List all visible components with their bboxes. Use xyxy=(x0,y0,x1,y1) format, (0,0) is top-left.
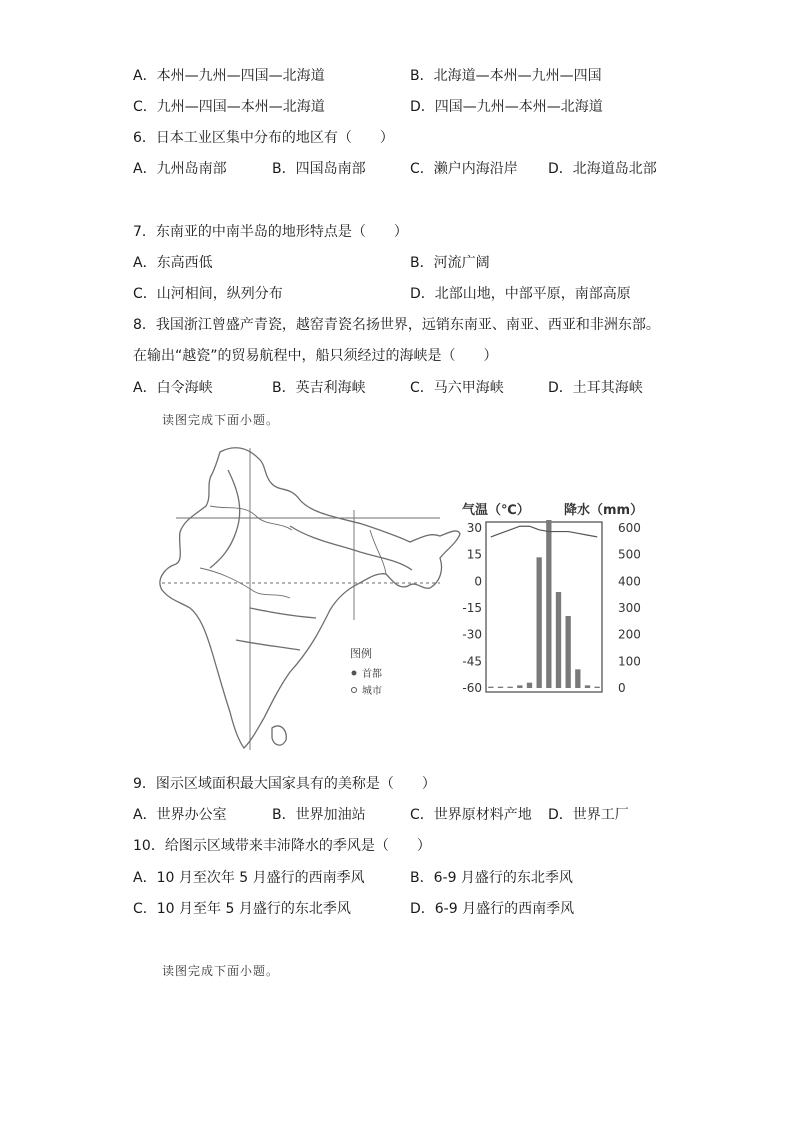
q10-option-b: B．6-9 月盛行的东北季风 xyxy=(410,870,573,886)
precip-tick-label: 300 xyxy=(618,601,641,615)
temp-tick-label: -15 xyxy=(462,601,482,615)
precip-bar xyxy=(498,687,503,688)
map-border-3 xyxy=(370,530,386,574)
precip-bar xyxy=(508,687,513,688)
figure-map-and-climate xyxy=(140,440,680,760)
precip-tick-label: 100 xyxy=(618,654,641,669)
precip-tick-label: 600 xyxy=(618,521,641,535)
climate-chart xyxy=(462,502,643,695)
precip-bar xyxy=(527,683,532,688)
q7-option-c: C．山河相间，纵列分布 xyxy=(133,286,283,302)
q5-option-b: B．北海道—本州—九州—四国 xyxy=(410,68,602,84)
south-asia-map xyxy=(160,448,460,750)
q10-option-d: D．6-9 月盛行的西南季风 xyxy=(410,901,575,917)
precip-tick-label: 400 xyxy=(618,574,641,589)
precip-bar xyxy=(585,685,590,688)
legend-city-label: 城市 xyxy=(362,686,382,697)
q6-option-c: C．濑户内海沿岸 xyxy=(410,161,518,177)
q6-option-d: D．北海道岛北部 xyxy=(548,161,657,177)
precip-tick-label: 0 xyxy=(618,681,626,695)
precip-bar xyxy=(546,520,551,688)
climate-temperature-line xyxy=(491,526,597,537)
map-sri-lanka xyxy=(272,726,286,745)
q7-option-d: D．北部山地，中部平原，南部高原 xyxy=(410,286,631,302)
q8-option-d: D．土耳其海峡 xyxy=(548,380,643,396)
temp-tick-label: -60 xyxy=(462,681,482,695)
legend-city-symbol xyxy=(352,688,357,693)
map-outline xyxy=(160,448,460,748)
legend-capital-label: 首都 xyxy=(362,669,382,680)
q8-stem-line2: 在输出“越瓷”的贸易航程中，船只须经过的海峡是（ ） xyxy=(133,348,498,364)
temp-tick-label: 30 xyxy=(466,521,482,535)
q7-option-a: A．东高西低 xyxy=(133,255,213,271)
q9-option-a: A．世界办公室 xyxy=(133,807,227,823)
q5-option-c: C．九州—四国—本州—北海道 xyxy=(133,99,325,115)
q7-option-b: B．河流广阔 xyxy=(410,255,490,271)
q8-option-a: A．白令海峡 xyxy=(133,380,213,396)
instruction-read-figure: 读图完成下面小题。 xyxy=(162,413,280,427)
map-river-krishna xyxy=(236,640,300,650)
q7-stem: 7．东南亚的中南半岛的地形特点是（ ） xyxy=(133,224,408,240)
legend-capital-symbol xyxy=(352,671,357,676)
map-river-indus xyxy=(210,470,240,568)
temp-tick-label: 15 xyxy=(466,547,482,562)
q5-option-a: A．本州—九州—四国—北海道 xyxy=(133,68,325,84)
climate-plot-frame xyxy=(486,522,602,692)
climate-precip-bars xyxy=(488,520,600,688)
climate-temp-axis-title: 气温（℃） xyxy=(462,503,530,518)
climate-precip-ticks xyxy=(618,521,641,695)
precip-bar xyxy=(488,687,493,688)
precip-bar xyxy=(517,685,522,688)
q9-stem: 9．图示区域面积最大国家具有的美称是（ ） xyxy=(133,776,436,792)
precip-bar xyxy=(537,557,542,688)
q10-option-c: C．10 月至年 5 月盛行的东北季风 xyxy=(133,901,351,917)
climate-precip-axis-title: 降水（mm） xyxy=(564,503,644,518)
climate-temp-ticks xyxy=(462,521,482,695)
q9-option-d: D．世界工厂 xyxy=(548,807,629,823)
precip-bar xyxy=(575,669,580,688)
q5-option-d: D．四国—九州—本州—北海道 xyxy=(410,99,603,115)
precip-bar xyxy=(566,616,571,688)
temp-tick-label: 0 xyxy=(474,574,482,589)
precip-bar xyxy=(595,687,600,688)
precip-bar xyxy=(556,592,561,688)
q9-option-b: B．世界加油站 xyxy=(272,807,366,823)
q10-option-a: A．10 月至次年 5 月盛行的西南季风 xyxy=(133,870,365,886)
precip-tick-label: 500 xyxy=(618,547,641,562)
legend-title: 图例 xyxy=(350,647,372,660)
temp-tick-label: -30 xyxy=(462,627,482,642)
instruction-read-figure-2: 读图完成下面小题。 xyxy=(162,964,280,978)
temp-tick-label: -45 xyxy=(462,654,482,669)
q8-option-c: C．马六甲海峡 xyxy=(410,380,504,396)
map-river-deccan xyxy=(250,608,316,618)
q10-stem: 10．给图示区域带来丰沛降水的季风是（ ） xyxy=(133,838,431,854)
map-river-ganges xyxy=(290,526,412,570)
q6-option-b: B．四国岛南部 xyxy=(272,161,366,177)
precip-tick-label: 200 xyxy=(618,627,641,642)
q6-stem: 6．日本工业区集中分布的地区有（ ） xyxy=(133,130,394,146)
q9-option-c: C．世界原材料产地 xyxy=(410,807,532,823)
q8-option-b: B．英吉利海峡 xyxy=(272,380,366,396)
q6-option-a: A．九州岛南部 xyxy=(133,161,227,177)
q8-stem-line1: 8．我国浙江曾盛产青瓷，越窑青瓷名扬世界，远销东南亚、南亚、西亚和非洲东部。 xyxy=(133,317,660,333)
